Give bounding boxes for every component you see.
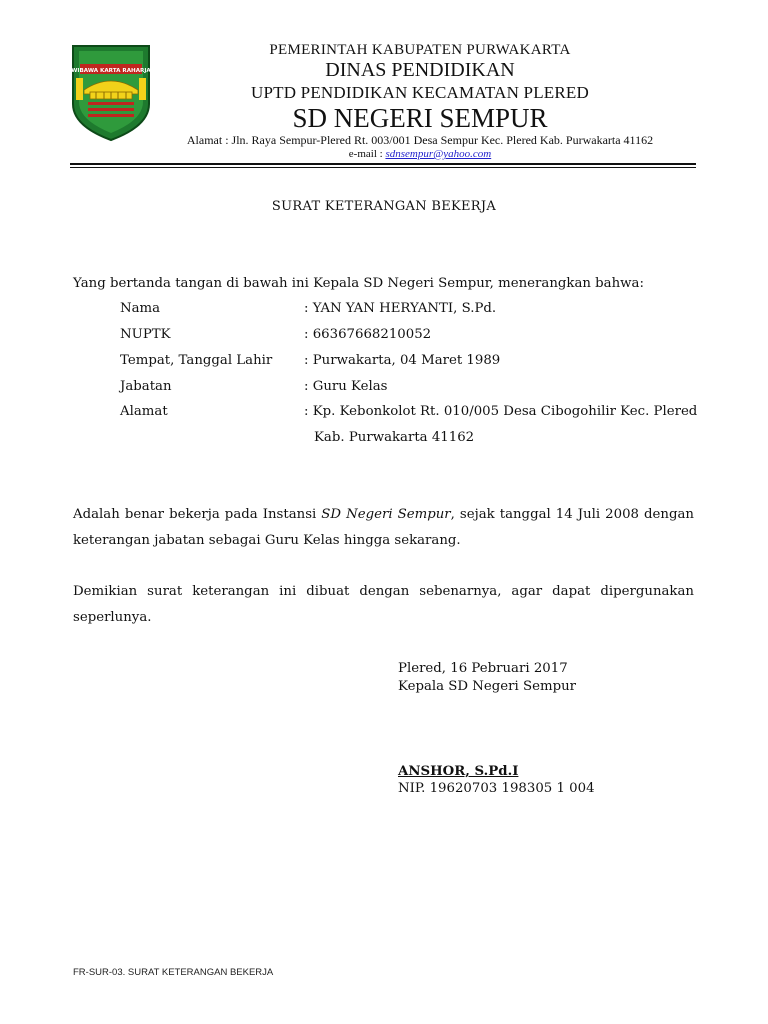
document-title: SURAT KETERANGAN BEKERJA bbox=[271, 199, 497, 214]
signature-place-date: Plered, 16 Pebruari 2017 bbox=[398, 661, 568, 676]
form-code-footer: FR-SUR-03. SURAT KETERANGAN BEKERJA bbox=[73, 967, 274, 978]
email-link[interactable]: sdnsempur@yahoo.com bbox=[385, 148, 492, 160]
letterhead-email-line bbox=[160, 148, 680, 160]
letterhead-address: Alamat : Jln. Raya Sempur-Plered Rt. 003/001 Desa Sempur Kec. Plered Kab. Purwakarta 41162 bbox=[186, 133, 654, 147]
letterhead-government: PEMERINTAH KABUPATEN PURWAKARTA bbox=[269, 42, 571, 58]
letterhead-divider-thin bbox=[70, 167, 696, 168]
field-value-birth: : Purwakarta, 04 Maret 1989 bbox=[304, 353, 501, 368]
paragraph-closing: Demikian surat keterangan ini dibuat dengan sebenarnya, agar dapat dipergunakan seperlunya. bbox=[73, 584, 694, 625]
para1-institution: SD Negeri Sempur bbox=[321, 507, 451, 522]
field-value-nama: : YAN YAN HERYANTI, S.Pd. bbox=[304, 301, 497, 316]
signature-position: Kepala SD Negeri Sempur bbox=[398, 679, 577, 694]
letterhead-divider-thick bbox=[70, 163, 696, 165]
signature-nip: NIP. 19620703 198305 1 004 bbox=[398, 781, 595, 796]
para1-pre: Adalah benar bekerja pada Instansi bbox=[73, 507, 322, 522]
field-label-alamat: Alamat bbox=[120, 404, 168, 419]
field-value-alamat: : Kp. Kebonkolot Rt. 010/005 Desa Cibogohilir Kec. Plered bbox=[304, 404, 698, 419]
letterhead-uptd: UPTD PENDIDIKAN KECAMATAN PLERED bbox=[251, 83, 589, 102]
field-label-nama: Nama bbox=[120, 301, 161, 316]
field-value-alamat-continuation: Kab. Purwakarta 41162 bbox=[314, 430, 475, 445]
field-label-birth: Tempat, Tanggal Lahir bbox=[120, 353, 273, 368]
field-value-nuptk: : 66367668210052 bbox=[304, 327, 432, 342]
intro-text: Yang bertanda tangan di bawah ini Kepala SD Negeri Sempur, menerangkan bahwa: bbox=[73, 276, 644, 291]
letterhead-department: DINAS PENDIDIKAN bbox=[325, 59, 515, 81]
para1-post: , sejak tanggal 14 Juli 2008 dengan keterangan jabatan sebagai Guru Kelas hingga sekarang. bbox=[73, 507, 694, 548]
regency-logo bbox=[70, 42, 152, 142]
letterhead-school-name: SD NEGERI SEMPUR bbox=[292, 103, 548, 133]
signature-name: ANSHOR, S.Pd.I bbox=[398, 764, 519, 779]
svg-text:WIBAWA KARTA RAHARJA: WIBAWA KARTA RAHARJA bbox=[71, 68, 151, 74]
field-label-jabatan: Jabatan bbox=[120, 379, 172, 394]
field-label-nuptk: NUPTK bbox=[120, 327, 171, 342]
email-label: e-mail : bbox=[348, 148, 383, 160]
field-value-jabatan: : Guru Kelas bbox=[304, 379, 388, 394]
paragraph-employment bbox=[73, 502, 694, 554]
